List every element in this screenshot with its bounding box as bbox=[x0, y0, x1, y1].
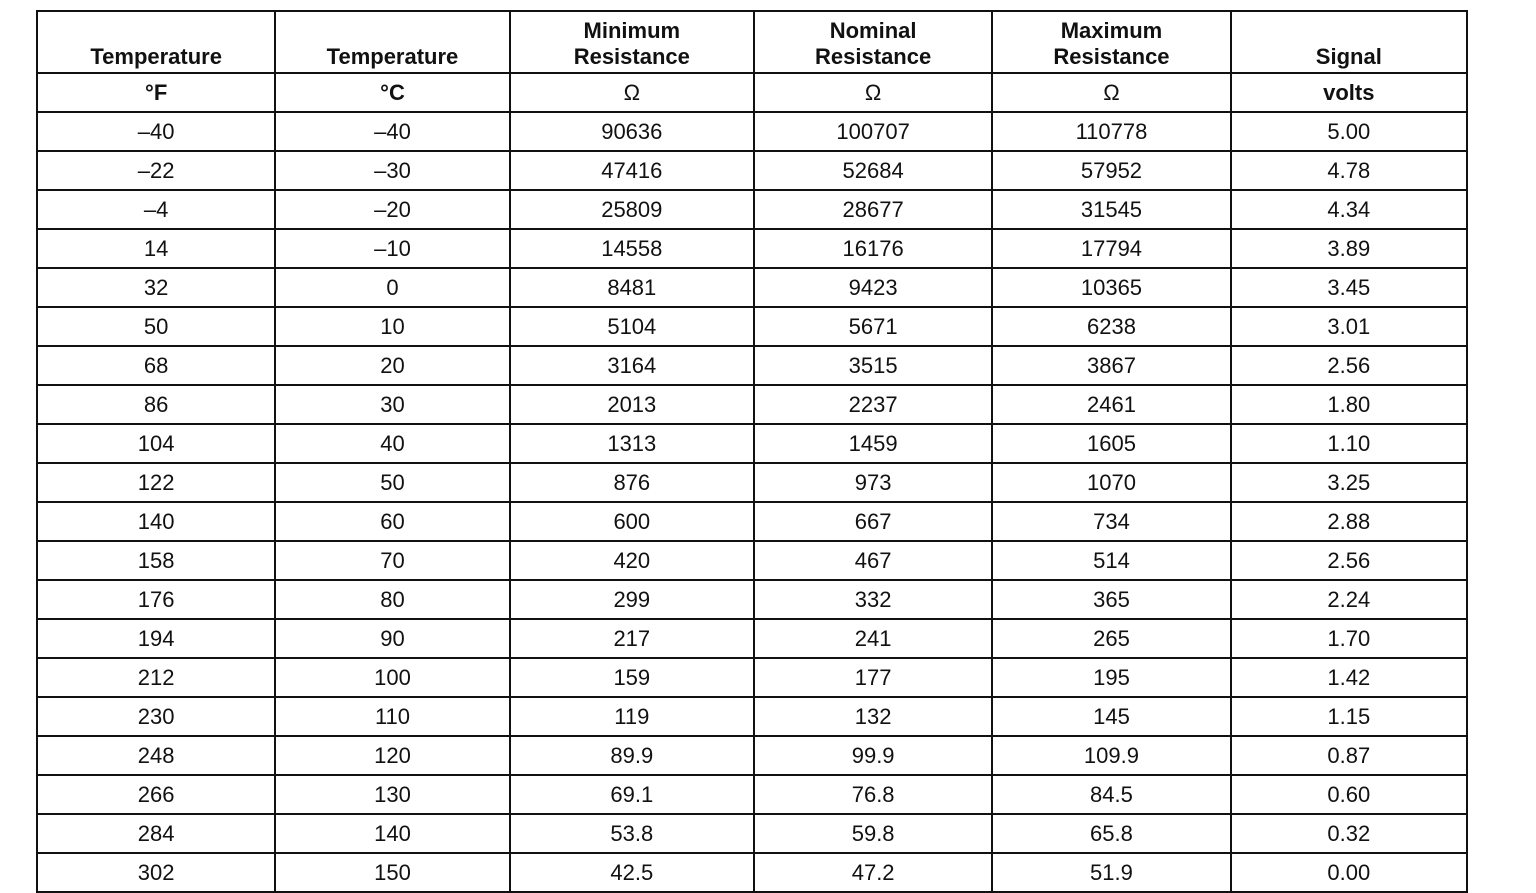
cell-signal-volts: 1.80 bbox=[1231, 385, 1467, 424]
cell-signal-volts: 5.00 bbox=[1231, 112, 1467, 151]
header-line1: Maximum bbox=[1060, 18, 1163, 43]
cell-celsius: 90 bbox=[275, 619, 509, 658]
cell-max-resistance: 145 bbox=[992, 697, 1230, 736]
cell-nominal-resistance: 5671 bbox=[754, 307, 992, 346]
cell-min-resistance: 420 bbox=[510, 541, 754, 580]
cell-min-resistance: 42.5 bbox=[510, 853, 754, 892]
table-row bbox=[37, 697, 1467, 736]
cell-celsius: 70 bbox=[275, 541, 509, 580]
header-title-row bbox=[37, 11, 1467, 73]
table-row bbox=[37, 424, 1467, 463]
cell-nominal-resistance: 16176 bbox=[754, 229, 992, 268]
cell-celsius: 140 bbox=[275, 814, 509, 853]
cell-signal-volts: 3.25 bbox=[1231, 463, 1467, 502]
cell-fahrenheit: 284 bbox=[37, 814, 275, 853]
cell-max-resistance: 17794 bbox=[992, 229, 1230, 268]
table-row bbox=[37, 853, 1467, 892]
cell-celsius: 20 bbox=[275, 346, 509, 385]
cell-signal-volts: 2.88 bbox=[1231, 502, 1467, 541]
cell-nominal-resistance: 28677 bbox=[754, 190, 992, 229]
table-row bbox=[37, 502, 1467, 541]
cell-fahrenheit: –40 bbox=[37, 112, 275, 151]
header-line2: Temperature bbox=[326, 44, 459, 69]
cell-celsius: –40 bbox=[275, 112, 509, 151]
cell-signal-volts: 4.78 bbox=[1231, 151, 1467, 190]
cell-min-resistance: 3164 bbox=[510, 346, 754, 385]
cell-nominal-resistance: 332 bbox=[754, 580, 992, 619]
cell-nominal-resistance: 177 bbox=[754, 658, 992, 697]
cell-min-resistance: 25809 bbox=[510, 190, 754, 229]
cell-fahrenheit: 104 bbox=[37, 424, 275, 463]
table-row bbox=[37, 307, 1467, 346]
table-row bbox=[37, 229, 1467, 268]
cell-fahrenheit: 86 bbox=[37, 385, 275, 424]
unit-ohm-min: Ω bbox=[510, 73, 754, 112]
cell-min-resistance: 217 bbox=[510, 619, 754, 658]
cell-signal-volts: 0.60 bbox=[1231, 775, 1467, 814]
table-row bbox=[37, 385, 1467, 424]
cell-fahrenheit: 32 bbox=[37, 268, 275, 307]
cell-min-resistance: 119 bbox=[510, 697, 754, 736]
cell-fahrenheit: –22 bbox=[37, 151, 275, 190]
cell-nominal-resistance: 2237 bbox=[754, 385, 992, 424]
unit-fahrenheit: °F bbox=[37, 73, 275, 112]
cell-max-resistance: 2461 bbox=[992, 385, 1230, 424]
cell-nominal-resistance: 9423 bbox=[754, 268, 992, 307]
cell-min-resistance: 876 bbox=[510, 463, 754, 502]
cell-signal-volts: 4.34 bbox=[1231, 190, 1467, 229]
cell-celsius: –10 bbox=[275, 229, 509, 268]
cell-fahrenheit: 176 bbox=[37, 580, 275, 619]
header-signal bbox=[1231, 11, 1467, 73]
header-line2: Resistance bbox=[573, 44, 690, 69]
cell-max-resistance: 109.9 bbox=[992, 736, 1230, 775]
cell-max-resistance: 514 bbox=[992, 541, 1230, 580]
cell-celsius: 130 bbox=[275, 775, 509, 814]
cell-celsius: 80 bbox=[275, 580, 509, 619]
header-line1: Nominal bbox=[829, 18, 917, 43]
cell-signal-volts: 2.56 bbox=[1231, 541, 1467, 580]
unit-ohm-max: Ω bbox=[992, 73, 1230, 112]
table-row bbox=[37, 346, 1467, 385]
cell-max-resistance: 65.8 bbox=[992, 814, 1230, 853]
cell-nominal-resistance: 99.9 bbox=[754, 736, 992, 775]
table-row bbox=[37, 541, 1467, 580]
cell-min-resistance: 69.1 bbox=[510, 775, 754, 814]
cell-signal-volts: 2.56 bbox=[1231, 346, 1467, 385]
cell-fahrenheit: 68 bbox=[37, 346, 275, 385]
cell-max-resistance: 31545 bbox=[992, 190, 1230, 229]
cell-nominal-resistance: 52684 bbox=[754, 151, 992, 190]
cell-max-resistance: 1605 bbox=[992, 424, 1230, 463]
table-body bbox=[37, 112, 1467, 892]
cell-signal-volts: 1.70 bbox=[1231, 619, 1467, 658]
cell-min-resistance: 89.9 bbox=[510, 736, 754, 775]
cell-celsius: 30 bbox=[275, 385, 509, 424]
cell-celsius: 110 bbox=[275, 697, 509, 736]
cell-min-resistance: 1313 bbox=[510, 424, 754, 463]
cell-nominal-resistance: 973 bbox=[754, 463, 992, 502]
cell-min-resistance: 5104 bbox=[510, 307, 754, 346]
cell-celsius: 40 bbox=[275, 424, 509, 463]
cell-nominal-resistance: 467 bbox=[754, 541, 992, 580]
cell-max-resistance: 6238 bbox=[992, 307, 1230, 346]
cell-max-resistance: 1070 bbox=[992, 463, 1230, 502]
cell-max-resistance: 51.9 bbox=[992, 853, 1230, 892]
cell-signal-volts: 2.24 bbox=[1231, 580, 1467, 619]
table-row bbox=[37, 463, 1467, 502]
cell-nominal-resistance: 1459 bbox=[754, 424, 992, 463]
table-row bbox=[37, 775, 1467, 814]
cell-signal-volts: 0.32 bbox=[1231, 814, 1467, 853]
table-row bbox=[37, 190, 1467, 229]
table-row bbox=[37, 736, 1467, 775]
cell-min-resistance: 90636 bbox=[510, 112, 754, 151]
header-line2: Resistance bbox=[815, 44, 932, 69]
cell-celsius: 60 bbox=[275, 502, 509, 541]
unit-ohm-nominal: Ω bbox=[754, 73, 992, 112]
table-row bbox=[37, 151, 1467, 190]
cell-min-resistance: 299 bbox=[510, 580, 754, 619]
table-row bbox=[37, 112, 1467, 151]
cell-max-resistance: 110778 bbox=[992, 112, 1230, 151]
cell-celsius: 10 bbox=[275, 307, 509, 346]
cell-signal-volts: 3.45 bbox=[1231, 268, 1467, 307]
cell-signal-volts: 3.01 bbox=[1231, 307, 1467, 346]
table-row bbox=[37, 580, 1467, 619]
header-line2: Resistance bbox=[1053, 44, 1170, 69]
cell-fahrenheit: 50 bbox=[37, 307, 275, 346]
unit-celsius: °C bbox=[275, 73, 509, 112]
cell-signal-volts: 3.89 bbox=[1231, 229, 1467, 268]
cell-max-resistance: 10365 bbox=[992, 268, 1230, 307]
cell-fahrenheit: 302 bbox=[37, 853, 275, 892]
cell-fahrenheit: –4 bbox=[37, 190, 275, 229]
cell-signal-volts: 0.87 bbox=[1231, 736, 1467, 775]
cell-fahrenheit: 140 bbox=[37, 502, 275, 541]
cell-fahrenheit: 14 bbox=[37, 229, 275, 268]
cell-celsius: 150 bbox=[275, 853, 509, 892]
cell-fahrenheit: 194 bbox=[37, 619, 275, 658]
resistance-table-container bbox=[36, 10, 1468, 884]
table-row bbox=[37, 268, 1467, 307]
cell-celsius: 0 bbox=[275, 268, 509, 307]
cell-min-resistance: 53.8 bbox=[510, 814, 754, 853]
cell-max-resistance: 84.5 bbox=[992, 775, 1230, 814]
cell-min-resistance: 8481 bbox=[510, 268, 754, 307]
cell-nominal-resistance: 76.8 bbox=[754, 775, 992, 814]
cell-fahrenheit: 230 bbox=[37, 697, 275, 736]
cell-nominal-resistance: 667 bbox=[754, 502, 992, 541]
cell-max-resistance: 195 bbox=[992, 658, 1230, 697]
cell-signal-volts: 1.15 bbox=[1231, 697, 1467, 736]
cell-fahrenheit: 212 bbox=[37, 658, 275, 697]
cell-nominal-resistance: 3515 bbox=[754, 346, 992, 385]
cell-max-resistance: 365 bbox=[992, 580, 1230, 619]
cell-signal-volts: 1.42 bbox=[1231, 658, 1467, 697]
cell-signal-volts: 0.00 bbox=[1231, 853, 1467, 892]
cell-celsius: 100 bbox=[275, 658, 509, 697]
cell-signal-volts: 1.10 bbox=[1231, 424, 1467, 463]
cell-nominal-resistance: 241 bbox=[754, 619, 992, 658]
cell-celsius: –30 bbox=[275, 151, 509, 190]
cell-fahrenheit: 248 bbox=[37, 736, 275, 775]
cell-max-resistance: 57952 bbox=[992, 151, 1230, 190]
table-row bbox=[37, 619, 1467, 658]
header-fahrenheit bbox=[37, 11, 275, 73]
header-line2: Signal bbox=[1315, 44, 1382, 69]
cell-min-resistance: 14558 bbox=[510, 229, 754, 268]
cell-nominal-resistance: 132 bbox=[754, 697, 992, 736]
header-unit-row bbox=[37, 73, 1467, 112]
cell-nominal-resistance: 100707 bbox=[754, 112, 992, 151]
cell-celsius: –20 bbox=[275, 190, 509, 229]
table-row bbox=[37, 658, 1467, 697]
cell-max-resistance: 265 bbox=[992, 619, 1230, 658]
cell-min-resistance: 2013 bbox=[510, 385, 754, 424]
cell-max-resistance: 3867 bbox=[992, 346, 1230, 385]
header-nominal-resistance bbox=[754, 11, 992, 73]
cell-nominal-resistance: 59.8 bbox=[754, 814, 992, 853]
cell-nominal-resistance: 47.2 bbox=[754, 853, 992, 892]
cell-fahrenheit: 158 bbox=[37, 541, 275, 580]
header-maximum-resistance bbox=[992, 11, 1230, 73]
cell-max-resistance: 734 bbox=[992, 502, 1230, 541]
cell-min-resistance: 600 bbox=[510, 502, 754, 541]
cell-celsius: 120 bbox=[275, 736, 509, 775]
header-minimum-resistance bbox=[510, 11, 754, 73]
header-celsius bbox=[275, 11, 509, 73]
header-line1: Minimum bbox=[583, 18, 681, 43]
cell-fahrenheit: 122 bbox=[37, 463, 275, 502]
temperature-resistance-table bbox=[36, 10, 1468, 893]
cell-fahrenheit: 266 bbox=[37, 775, 275, 814]
table-row bbox=[37, 814, 1467, 853]
cell-min-resistance: 47416 bbox=[510, 151, 754, 190]
header-line2: Temperature bbox=[90, 44, 222, 69]
cell-celsius: 50 bbox=[275, 463, 509, 502]
cell-min-resistance: 159 bbox=[510, 658, 754, 697]
unit-volts: volts bbox=[1231, 73, 1467, 112]
